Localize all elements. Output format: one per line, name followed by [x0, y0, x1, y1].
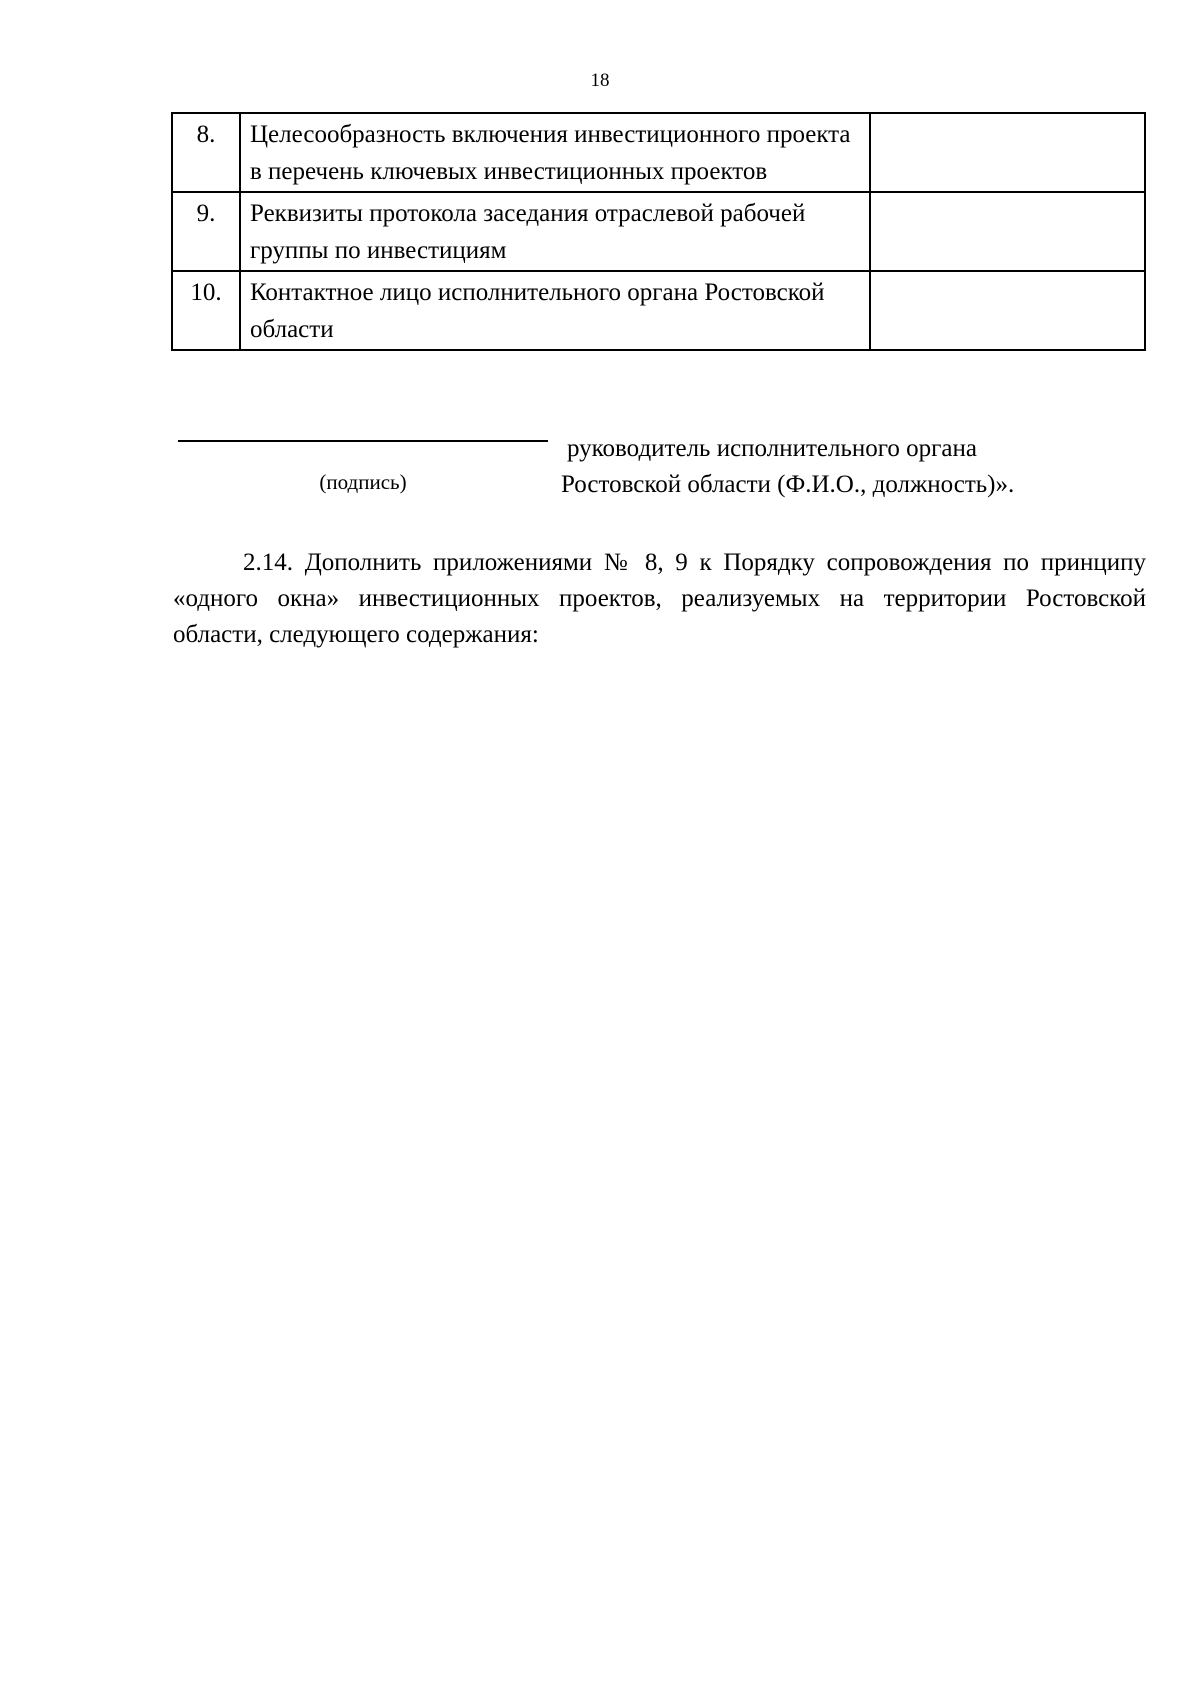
page-number: 18 [590, 70, 610, 91]
table-row [172, 271, 1145, 350]
signature-caption: (подпись) [319, 470, 407, 494]
row-description: Целесообразность включения инвестиционного проекта в перечень ключевых инвестиционных проектов [240, 113, 870, 192]
row-number: 9. [172, 192, 240, 271]
body-paragraph: 2.14. Дополнить приложениями № 8, 9 к Порядку сопровождения по принципу «одного окна» инвестиционных проектов, реализуемых на территории Ростовской области, следующего содержания: [173, 549, 1146, 648]
table-row [172, 192, 1145, 271]
signatory-details: Ростовской области (Ф.И.О., должность)». [561, 471, 1015, 498]
table-row [172, 113, 1145, 192]
row-number: 10. [172, 271, 240, 350]
row-description: Контактное лицо исполнительного органа Ростовской области [240, 271, 870, 350]
signatory-title: руководитель исполнительного органа [567, 435, 977, 462]
signatory-block [561, 431, 1121, 503]
row-value [870, 271, 1145, 350]
row-description: Реквизиты протокола заседания отраслевой рабочей группы по инвестициям [240, 192, 870, 271]
row-value [870, 113, 1145, 192]
row-value [870, 192, 1145, 271]
signature-line [178, 440, 548, 442]
info-table [171, 112, 1146, 351]
row-number: 8. [172, 113, 240, 192]
